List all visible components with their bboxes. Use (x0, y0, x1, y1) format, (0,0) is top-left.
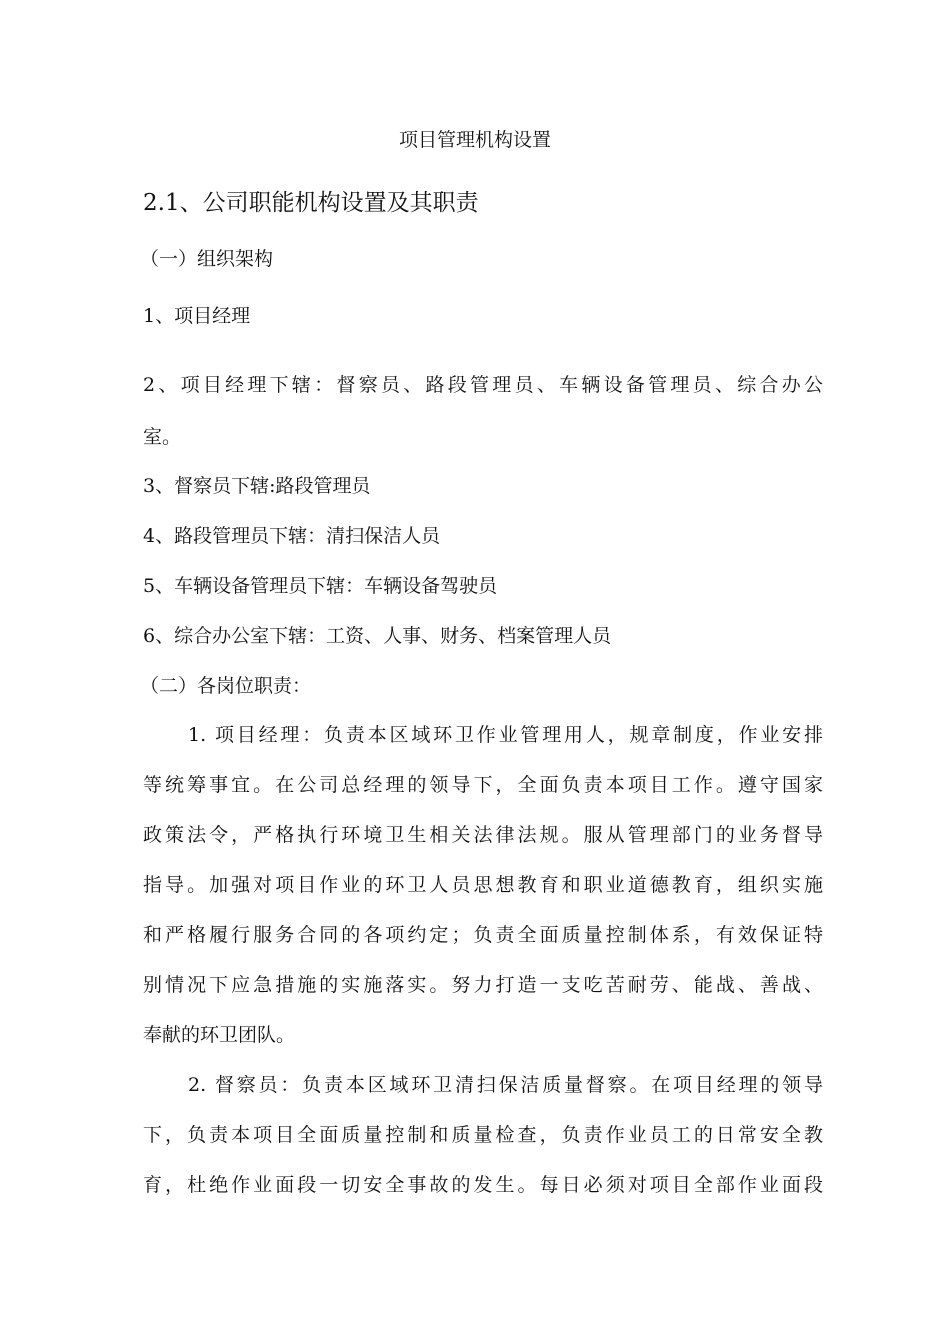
paragraph-line: 别情况下应急措施的实施落实。努力打造一支吃苦耐劳、能战、善战、 (143, 974, 823, 996)
document-title: 项目管理机构设置 (398, 129, 551, 151)
paragraph-line: 1. 项目经理：负责本区域环卫作业管理用人，规章制度，作业安排 (188, 724, 823, 746)
paragraph-line: 和严格履行服务合同的各项约定；负责全面质量控制体系，有效保证特 (143, 924, 823, 946)
paragraph-line: 政策法令，严格执行环境卫生相关法律法规。服从管理部门的业务督导 (143, 824, 823, 846)
paragraph-line: 育，杜绝作业面段一切安全事故的发生。每日必须对项目全部作业面段 (143, 1174, 823, 1196)
list-item: 3、督察员下辖:路段管理员 (143, 475, 371, 497)
paragraph-line: 等统筹事宜。在公司总经理的领导下，全面负责本项目工作。遵守国家 (143, 774, 823, 796)
subsection-heading-duties: （二）各岗位职责： (140, 675, 312, 697)
list-item-continuation: 室。 (143, 426, 182, 448)
list-item: 6、综合办公室下辖：工资、人事、财务、档案管理人员 (143, 625, 612, 647)
subsection-heading-org: （一）组织架构 (140, 248, 274, 270)
paragraph-line: 奉献的环卫团队。 (143, 1024, 296, 1046)
list-item: 4、路段管理员下辖：清扫保洁人员 (143, 525, 441, 547)
list-item: 2、项目经理下辖：督察员、路段管理员、车辆设备管理员、综合办公 (143, 374, 823, 396)
list-item: 5、车辆设备管理员下辖：车辆设备驾驶员 (143, 575, 498, 597)
paragraph-line: 下，负责本项目全面质量控制和质量检查，负责作业员工的日常安全教 (143, 1124, 823, 1146)
list-item: 1、项目经理 (143, 305, 251, 327)
section-heading: 2.1、公司职能机构设置及其职责 (143, 190, 479, 216)
paragraph-line: 2. 督察员：负责本区域环卫清扫保洁质量督察。在项目经理的领导 (188, 1074, 823, 1096)
paragraph-line: 指导。加强对项目作业的环卫人员思想教育和职业道德教育，组织实施 (143, 874, 823, 896)
